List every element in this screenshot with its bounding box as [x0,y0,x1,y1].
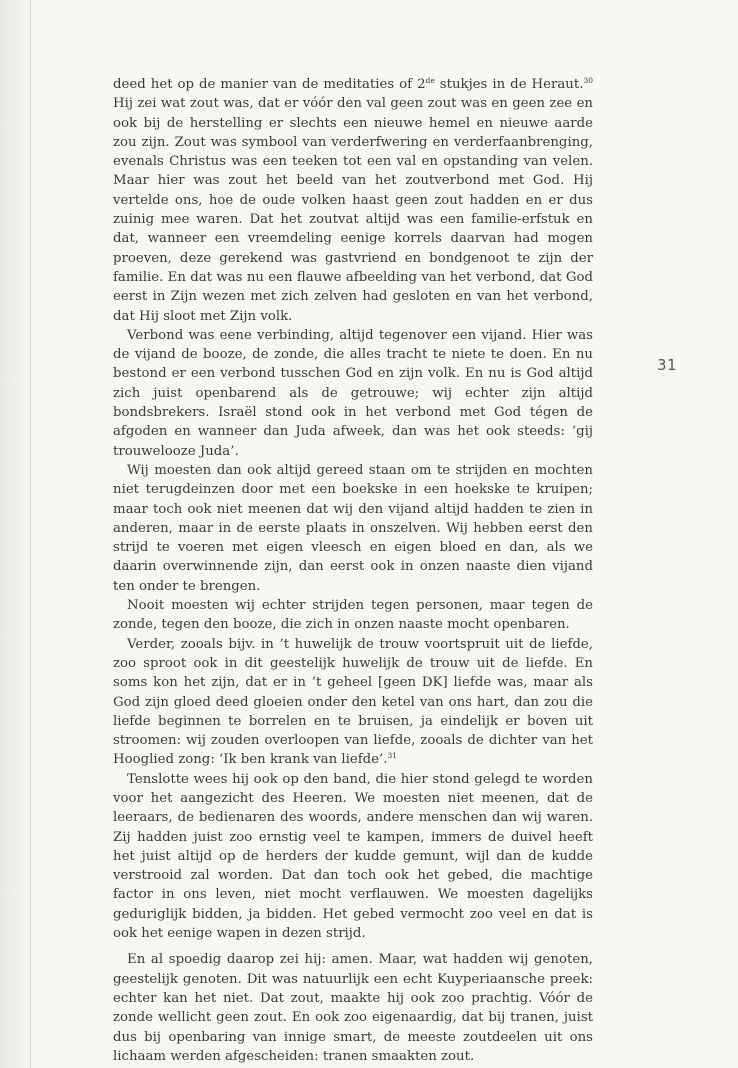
superscript-de: de [425,76,435,85]
paragraph-1: deed het op de manier van de meditaties of 2de stukjes in de Heraut.$^{30}$ Hij zei wat zout was, dat er vóór den val geen zout was en geen zee en ook bij de herstelling er slechts een nieuwe hemel en nieuwe aarde zou zijn. Zout was symbool van verderfwering en verderfaanbrenging, evenals Christus was een teeken tot een val en opstanding van velen. Maar hier was zout het beeld van het zoutverbond met God. Hij vertelde ons, hoe de oude volken haast geen zout hadden en er dus zuinig mee waren. Dat het zoutvat altijd was een familie-erfstuk en dat, wanneer een vreemdeling eenige korrels daarvan had mogen proeven, deze gerekend was gastvriend en bondgenoot te zijn der familie. En dat was nu een flauwe afbeelding van het verbond, dat God eerst in Zijn wezen met zich zelven had gesloten en van het verbond, dat Hij sloot met Zijn volk. [113,76,593,324]
paragraph-5: Verder, zooals bijv. in ’t huwelijk de trouw voortspruit uit de liefde, zoo sproot ook in dit geestelijk huwelijk de trouw uit de liefde. En soms kon het zijn, dat er in ’t geheel [geen DK] liefde was, maar als God zijn gloed deed gloeien onder den ketel van ons hart, dan zou die liefde beginnen te borrelen en te bruisen, ja eindelijk er boven uit stroomen: wij zouden overloopen van liefde, zooals de dichter van het Hooglied zong: ‘Ik ben krank van liefde’.$^{31}$ [113,636,593,768]
paragraph-6: Tenslotte wees hij ook op den band, die hier stond gelegd te worden voor het aangezicht des Heeren. We moesten niet meenen, dat de leeraars, de bedienaren des woords, andere menschen dan wij waren. Zij hadden juist zoo ernstig veel te kampen, immers de duivel heeft het juist altijd op de herders der kudde gemunt, wijl dan de kudde verstrooid zal worden. Dat dan toch ook het gebed, die machtige factor in ons leven, niet mocht verflauwen. We moesten dagelijks geduriglijk bidden, ja bidden. Het gebed vermocht zoo veel en dat is ook het eenige wapen in dezen strijd. [113,771,593,942]
page-number: 31 [657,356,678,374]
paragraph-3: Wij moesten dan ook altijd gereed staan om te strijden en mochten niet terugdeinzen door met een boekske in een hoekske te kruipen; maar toch ook niet meenen dat wij den vijand altijd hadden te zien in anderen, maar in de eerste plaats in onszelven. Wij hebben eerst den strijd te voeren met eigen vleesch en eigen bloed en dan, als we daarin overwinnende zijn, dan eerst ook in onzen naaste dien vijand ten onder te brengen. [113,462,593,594]
page-gutter-line [30,0,31,1068]
footnote-ref-31: 31 [387,751,398,761]
footnote-ref-30: 30 [583,76,593,85]
paragraph-7: En al spoedig daarop zei hij: amen. Maar, wat hadden wij genoten, geestelijk genoten. Dit was natuurlijk een echt Kuyperiaansche preek: echter kan het niet. Dat zout, maakte hij ook zoo prachtig. Vóór de zonde wellicht geen zout. En ook zoo eigenaardig, dat bij tranen, juist dus bij openbaring van innige smart, de meeste zoutdeelen uit ons lichaam werden afgescheiden: tranen smaakten zout. [113,952,593,1064]
book-spine-shadow [0,0,34,1068]
paragraph-4: Nooit moesten wij echter strijden tegen personen, maar tegen de zonde, tegen den booze, die zich in onzen naaste mocht openbaren. [113,598,593,633]
body-text [113,75,593,1066]
paragraph-2: Verbond was eene verbinding, altijd tegenover een vijand. Hier was de vijand de booze, de zonde, die alles tracht te niete te doen. En nu bestond er een verbond tusschen God en zijn volk. En nu is God altijd zich juist openbarend als de getrouwe; wij echter zijn altijd bondsbrekers. Israël stond ook in het verbond met God tégen de afgoden en wanneer dan Juda afweek, dan was het ook steeds: ‘gij trouwelooze Juda’. [113,327,593,459]
